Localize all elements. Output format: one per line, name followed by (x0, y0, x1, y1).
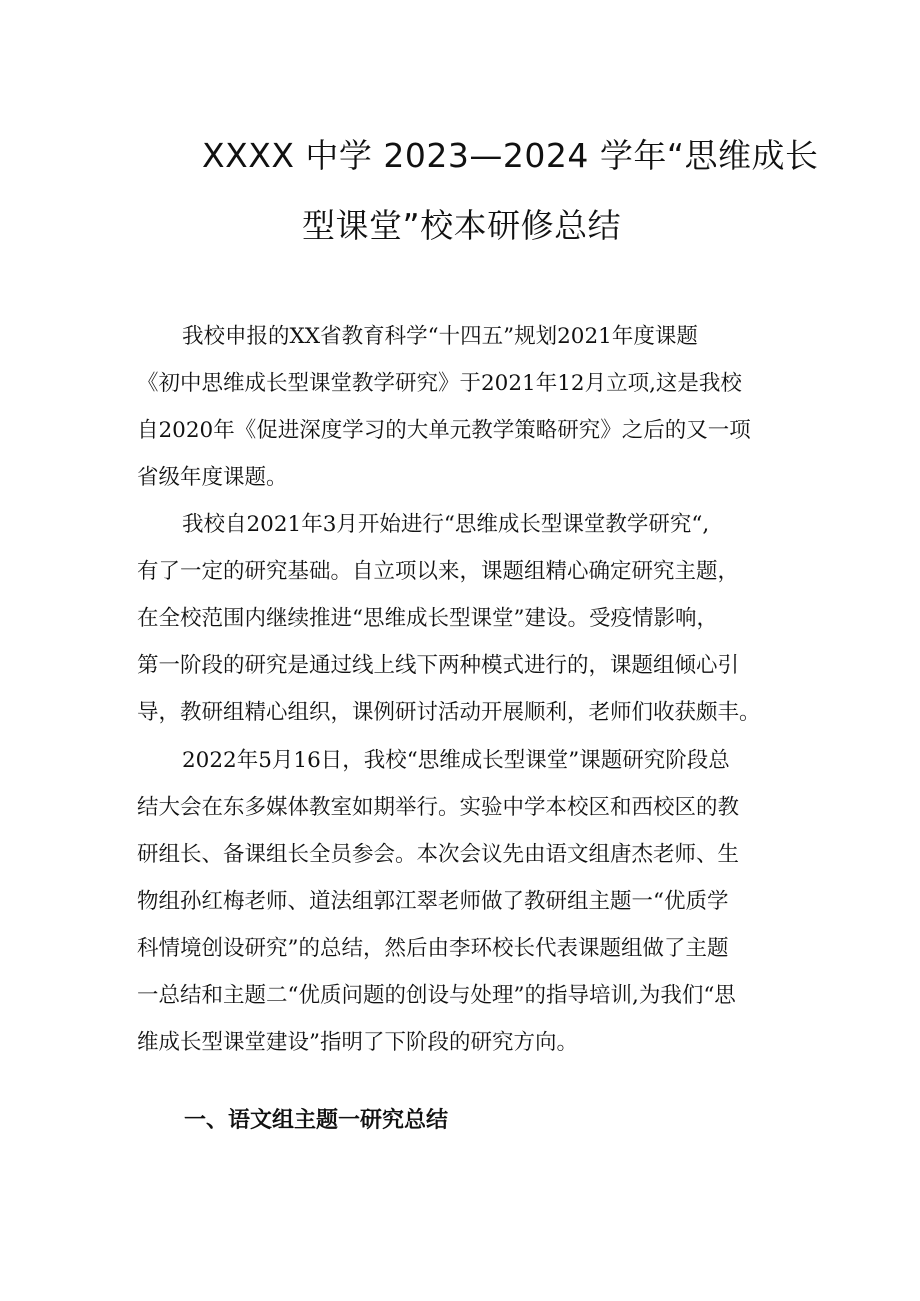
paragraph-line: 自2020年《促进深度学习的大单元教学策略研究》之后的又一项 (137, 418, 751, 443)
paragraph-2 (137, 501, 797, 736)
paragraph-line: 2022年5月16日，我校“思维成长型课堂”课题研究阶段总 (182, 748, 730, 773)
paragraph-line: 研组长、备课组长全员参会。本次会议先由语文组唐杰老师、生 (137, 842, 740, 867)
paragraph-line: 我校自2021年3月开始进行“思维成长型课堂教学研究“, (182, 512, 710, 537)
paragraph-line: 第一阶段的研究是通过线上线下两种模式进行的，课题组倾心引 (137, 653, 740, 678)
document-title-line-2: 型课堂”校本研修总结 (302, 206, 622, 245)
paragraph-line: 我校申报的XX省教育科学“十四五”规划2021年度课题 (182, 324, 698, 349)
paragraph-line: 物组孙红梅老师、道法组郭江翠老师做了教研组主题一“优质学 (137, 889, 729, 914)
paragraph-line: 省级年度课题。 (137, 465, 288, 490)
paragraph-line: 导，教研组精心组织，课例研讨活动开展顺利，老师们收获颇丰。 (137, 700, 761, 725)
paragraph-line: 结大会在东多媒体教室如期举行。实验中学本校区和西校区的教 (137, 795, 740, 820)
paragraph-line: 有了一定的研究基础。自立项以来，课题组精心确定研究主题， (137, 559, 740, 584)
document-title-line-1: XXXX 中学 2023—2024 学年“思维成长 (202, 136, 819, 175)
section-heading: 一、语文组主题一研究总结 (184, 1108, 449, 1133)
paragraph-line: 一总结和主题二“优质问题的创设与处理”的指导培训,为我们“思 (137, 983, 736, 1008)
paragraph-3 (137, 737, 797, 1066)
paragraph-line: 《初中思维成长型课堂教学研究》于2021年12月立项,这是我校 (137, 371, 742, 396)
paragraph-1 (137, 313, 797, 501)
paragraph-line: 在全校范围内继续推进“思维成长型课堂”建设。受疫情影响， (137, 606, 718, 631)
paragraph-line: 科情境创设研究”的总结，然后由李环校长代表课题组做了主题 (137, 936, 729, 961)
paragraph-line: 维成长型课堂建设”指明了下阶段的研究方向。 (137, 1030, 578, 1055)
